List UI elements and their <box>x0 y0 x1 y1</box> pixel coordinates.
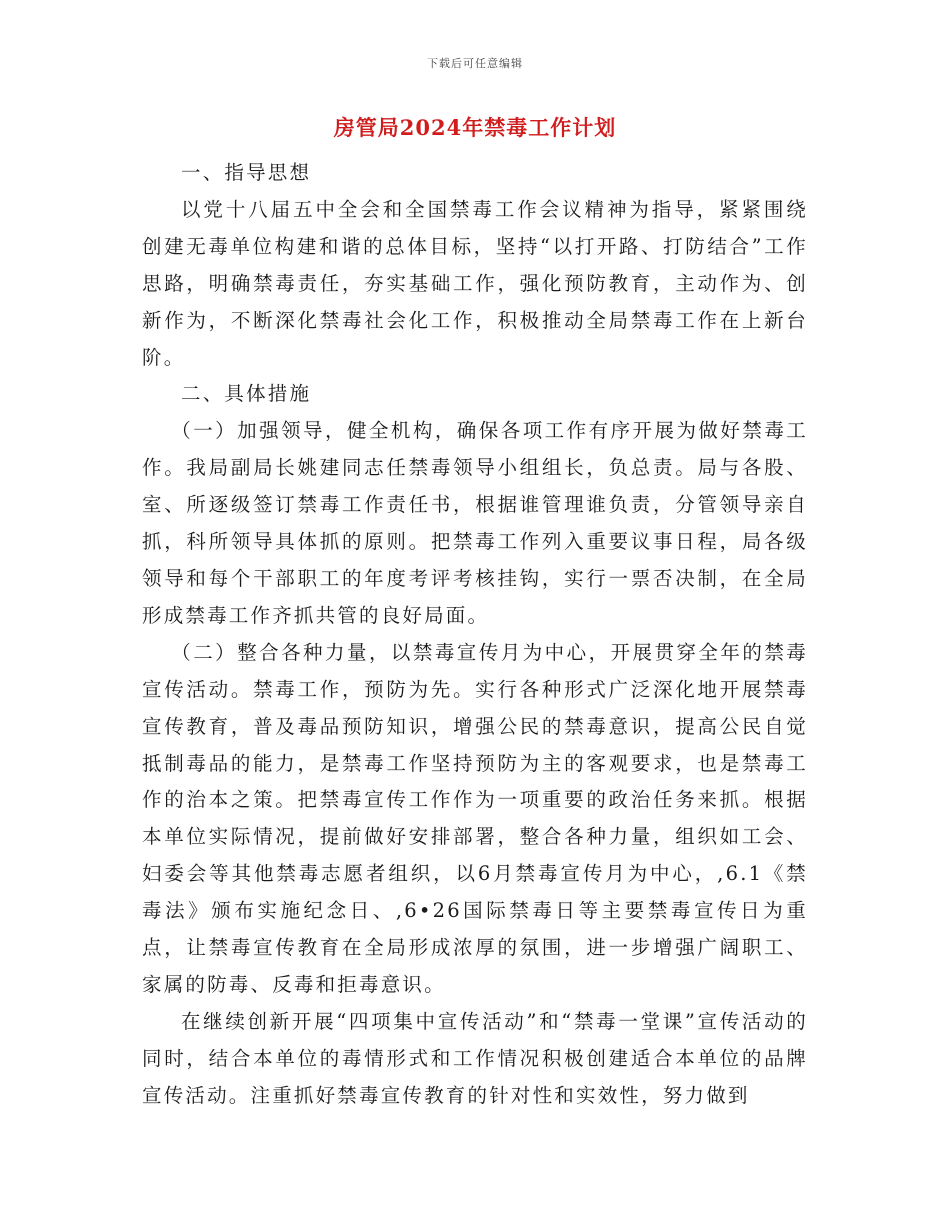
section-heading-specific-measures: 二、具体措施 <box>181 382 312 406</box>
paragraph-measure-1: （一）加强领导，健全机构，确保各项工作有序开展为做好禁毒工作。我局副局长姚建同志任禁毒领导小组组长，负总责。局与各股、室、所逐级签订禁毒工作责任书，根据谁管理谁负责，分管领导亲自抓，科所领导具体抓的原则。把禁毒工作列入重要议事日程，局各级领导和每个干部职工的年度考评考核挂钩，实行一票否决制，在全局形成禁毒工作齐抓共管的良好局面。 <box>142 419 808 627</box>
section-heading-guiding-ideology: 一、指导思想 <box>181 161 312 184</box>
paragraph-guiding-ideology: 以党十八届五中全会和全国禁毒工作会议精神为指导，紧紧围绕创建无毒单位构建和谐的总体目标，坚持“以打开路、打防结合”工作思路，明确禁毒责任，夯实基础工作，强化预防教育，主动作为、创新作为，不断深化禁毒社会化工作，积极推动全局禁毒工作在上新台阶。 <box>142 197 808 369</box>
document-body <box>142 155 808 1115</box>
paragraph-continued: 在继续创新开展“四项集中宣传活动”和“禁毒一堂课”宣传活动的同时，结合本单位的毒情形式和工作情况积极创建适合本单位的品牌宣传活动。注重抓好禁毒宣传教育的针对性和实效性，努力做到 <box>142 1009 808 1107</box>
document-title: 房管局2024年禁毒工作计划 <box>333 115 617 140</box>
paragraph-measure-2: （二）整合各种力量，以禁毒宣传月为中心，开展贯穿全年的禁毒宣传活动。禁毒工作，预防为先。实行各种形式广泛深化地开展禁毒宣传教育，普及毒品预防知识，增强公民的禁毒意识，提高公民自觉抵制毒品的能力，是禁毒工作坚持预防为主的客观要求，也是禁毒工作的治本之策。把禁毒宣传工作作为一项重要的政治任务来抓。根据本单位实际情况，提前做好安排部署，整合各种力量，组织如工会、妇委会等其他禁毒志愿者组织，以6月禁毒宣传月为中心，,6.1《禁毒法》颁布实施纪念日、,6•26国际禁毒日等主要禁毒宣传日为重点，让禁毒宣传教育在全局形成浓厚的氛围，进一步增强广阔职工、家属的防毒、反毒和拒毒意识。 <box>142 640 808 996</box>
header-note: 下载后可任意编辑 <box>427 57 523 70</box>
